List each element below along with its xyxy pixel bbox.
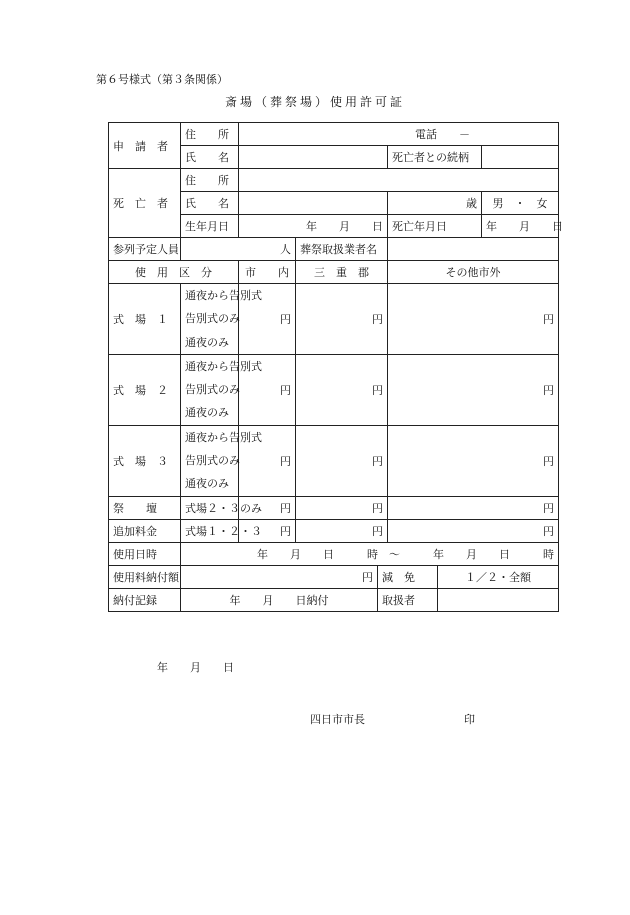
- applicant-name-label: 氏 名: [181, 146, 239, 169]
- hall-options: [181, 425, 262, 496]
- hall-fee-mie-district[interactable]: 円: [296, 284, 388, 355]
- extra-fee-city[interactable]: 円: [239, 519, 296, 542]
- altar-note: 式場２・３のみ: [181, 496, 239, 519]
- usage-period-label: 使用日時: [109, 542, 181, 565]
- extra-fee-mie-district[interactable]: 円: [296, 519, 388, 542]
- permit-form-table: [108, 122, 563, 612]
- handler-label: 取扱者: [378, 588, 438, 611]
- deceased-birth-label: 生年月日: [181, 215, 239, 238]
- applicant-address-field[interactable]: [239, 123, 559, 146]
- undertaker-field[interactable]: [388, 238, 559, 261]
- payment-record-label: 納付記録: [109, 588, 181, 611]
- reduction-label: 減 免: [378, 565, 438, 588]
- hall-options: [181, 354, 262, 425]
- fee-header-mie-district: 三 重 郡: [296, 261, 388, 284]
- hall-label: 式 場 １: [109, 284, 181, 355]
- hall-option: 通夜から告別式: [185, 359, 262, 373]
- applicant-address-label: 住 所: [181, 123, 239, 146]
- usage-period-field[interactable]: 年 月 日 時 ～ 年 月 日 時: [181, 542, 559, 565]
- mayor-name: 四日市市長: [310, 713, 365, 726]
- handler-field[interactable]: [438, 588, 559, 611]
- attendees-field[interactable]: 人: [181, 238, 296, 261]
- deceased-heading: 死 亡 者: [109, 169, 181, 238]
- hall-fee-mie-district[interactable]: 円: [296, 425, 388, 496]
- hall-label: 式 場 ３: [109, 425, 181, 496]
- attendees-label: 参列予定人員: [109, 238, 181, 261]
- hall-fee-other[interactable]: 円: [388, 425, 559, 496]
- altar-fee-mie-district[interactable]: 円: [296, 496, 388, 519]
- fee-paid-field[interactable]: 円: [181, 565, 378, 588]
- hall-fee-other[interactable]: 円: [388, 284, 559, 355]
- hall-fee-city[interactable]: 円: [239, 425, 296, 496]
- deceased-age-field[interactable]: 歳: [388, 192, 482, 215]
- deceased-address-label: 住 所: [181, 169, 239, 192]
- deceased-name-label: 氏 名: [181, 192, 239, 215]
- undertaker-label: 葬祭取扱業者名: [296, 238, 388, 261]
- hall-fee-city[interactable]: 円: [239, 284, 296, 355]
- hall-options: [181, 284, 262, 355]
- deceased-address-field[interactable]: [239, 169, 559, 192]
- hall-option: 告別式のみ: [185, 383, 240, 397]
- deceased-birth-field[interactable]: 年 月 日: [239, 215, 388, 238]
- extra-fee-other[interactable]: 円: [388, 519, 559, 542]
- applicant-name-field[interactable]: [239, 146, 388, 169]
- reduction-field[interactable]: １／２・全額: [438, 565, 559, 588]
- fee-header-city: 市 内: [239, 261, 296, 284]
- hall-option: 通夜のみ: [185, 477, 229, 491]
- hall-option: 通夜から告別式: [185, 430, 262, 444]
- issue-date: 年 月 日: [157, 661, 234, 674]
- payment-record-field[interactable]: 年 月 日納付: [181, 588, 378, 611]
- hall-option: 通夜のみ: [185, 406, 229, 420]
- deceased-sex-field[interactable]: 男 ・ 女: [482, 192, 559, 215]
- hall-label: 式 場 ２: [109, 354, 181, 425]
- fee-paid-label: 使用料納付額: [109, 565, 181, 588]
- seal-mark: 印: [464, 713, 475, 726]
- relation-field[interactable]: [482, 146, 559, 169]
- document-title: 斎場（葬祭場）使用許可証: [224, 95, 405, 109]
- extra-fee-label: 追加料金: [109, 519, 181, 542]
- fee-header-other: その他市外: [388, 261, 559, 284]
- death-date-field[interactable]: 年 月 日: [482, 215, 559, 238]
- hall-option: 通夜のみ: [185, 335, 229, 349]
- death-date-label: 死亡年月日: [388, 215, 482, 238]
- applicant-phone-label: 電話 －: [415, 128, 470, 141]
- applicant-heading: 申 請 者: [109, 123, 181, 169]
- hall-fee-city[interactable]: 円: [239, 354, 296, 425]
- hall-option: 通夜から告別式: [185, 289, 262, 302]
- hall-option: 告別式のみ: [185, 454, 240, 468]
- hall-option: 告別式のみ: [185, 312, 240, 326]
- deceased-name-field[interactable]: [239, 192, 388, 215]
- hall-fee-mie-district[interactable]: 円: [296, 354, 388, 425]
- hall-fee-other[interactable]: 円: [388, 354, 559, 425]
- extra-fee-note: 式場１・２・３: [181, 519, 239, 542]
- altar-fee-other[interactable]: 円: [388, 496, 559, 519]
- form-label: 第６号様式（第３条関係）: [96, 73, 228, 86]
- relation-label: 死亡者との続柄: [388, 146, 482, 169]
- fee-header-category: 使 用 区 分: [109, 261, 239, 284]
- altar-fee-city[interactable]: 円: [239, 496, 296, 519]
- altar-label: 祭 壇: [109, 496, 181, 519]
